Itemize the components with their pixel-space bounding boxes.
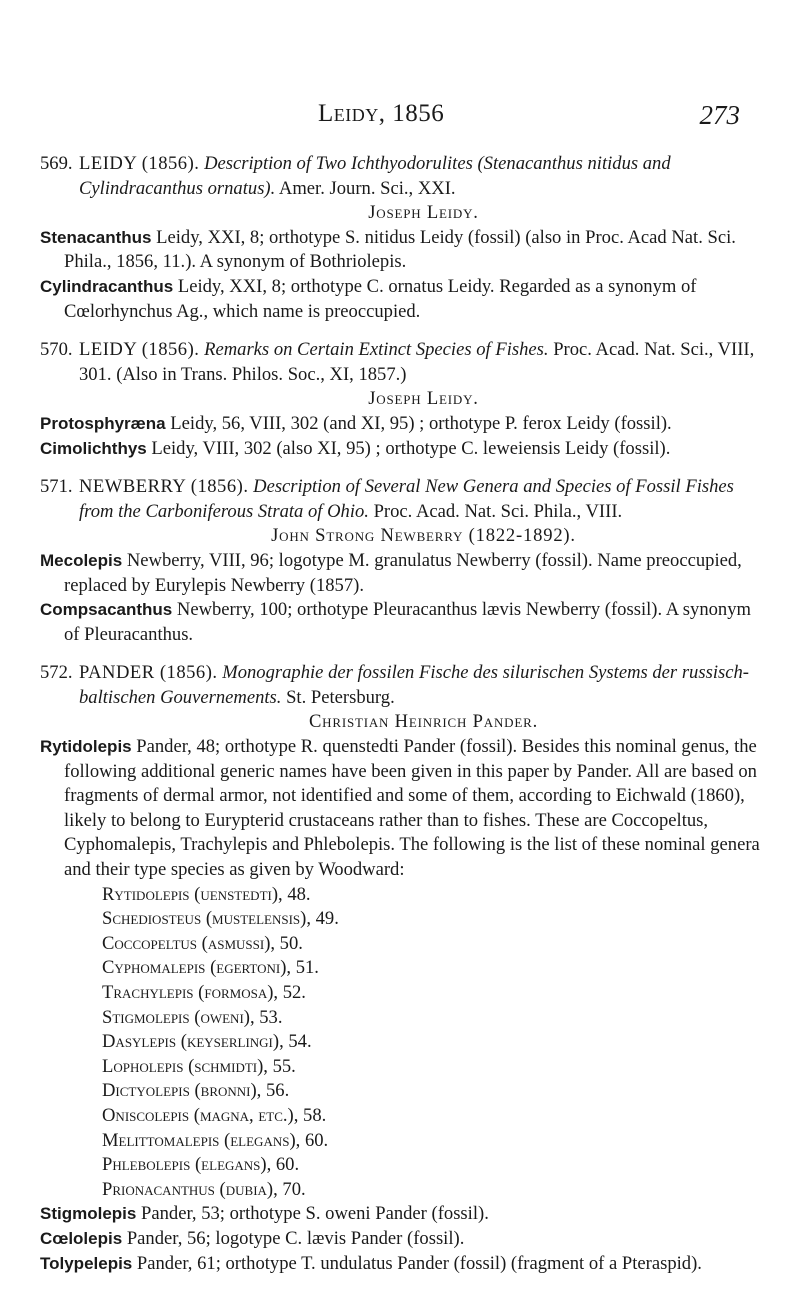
- entry-person: Christian Heinrich Pander.: [308, 711, 539, 733]
- page-number: 273: [699, 100, 740, 130]
- page-header: [0, 100, 800, 140]
- genus-entry: [40, 598, 768, 647]
- genus-entry: [40, 1202, 768, 1227]
- genus-text: Leidy, 56, VIII, 302 (and XI, 95) ; orthotype P. ferox Leidy (fossil).: [165, 412, 672, 434]
- list-item: Schediosteus (mustelensis), 49.: [102, 908, 339, 930]
- genus-entry: [40, 735, 768, 883]
- genus-text: Leidy, XXI, 8; orthotype C. ornatus Leidy. Regarded as a synonym of Cœlorhynchus Ag., which name is preoccupied.: [64, 275, 697, 322]
- genus-name: Stigmolepis: [40, 1204, 137, 1224]
- genus-text: Newberry, 100; orthotype Pleuracanthus lævis Newberry (fossil). A synonym of Pleuracanthus.: [64, 599, 751, 645]
- entry-title: Remarks on Certain Extinct Species of Fishes.: [204, 339, 549, 361]
- genus-text: Pander, 61; orthotype T. undulatus Pander (fossil) (fragment of a Pteraspid).: [132, 1252, 702, 1274]
- list-item: Coccopeltus (asmussi), 50.: [102, 932, 303, 954]
- entry-572: [40, 661, 768, 1276]
- genus-name: Cylindracanthus: [40, 276, 174, 296]
- genus-entry: [40, 437, 768, 462]
- entry-author: PANDER (1856).: [79, 662, 218, 684]
- genus-name: Mecolepis: [40, 550, 123, 570]
- entry-author: NEWBERRY (1856).: [79, 476, 249, 498]
- list-item: Phlebolepis (elegans), 60.: [102, 1154, 300, 1176]
- genus-name: Compsacanthus: [40, 600, 173, 620]
- genus-entry: [40, 412, 768, 437]
- list-item: Prionacanthus (dubia), 70.: [102, 1178, 306, 1200]
- list-item: Rytidolepis (uenstedti), 48.: [102, 883, 311, 905]
- genus-name: Tolypelepis: [40, 1253, 133, 1273]
- genus-text: Pander, 48; orthotype R. quenstedti Pander (fossil). Besides this nominal genus, the following additional generic names have been given in this paper by Pander. All are based on fragments of dermal armor, not identified and some of them, according to Eichwald (1860), likely to belong to Eurypterid crustaceans rather than to fishes. These are Coccopeltus, Cyphomalepis, Trachylepis and Phlebolepis. The following is the list of these nominal genera and their type species as given by Woodward:: [64, 736, 760, 881]
- entry-person: John Strong Newberry (1822-1892).: [271, 525, 576, 547]
- running-head: [318, 100, 444, 128]
- genus-text: Leidy, XXI, 8; orthotype S. nitidus Leidy (fossil) (also in Proc. Acad Nat. Sci. Phila., 1856, 11.). A synonym of Bothriolepis.: [64, 226, 736, 273]
- entry-title: Monographie der fossilen Fische des silurischen Systems der russisch-baltischen Gouvernements.: [79, 662, 749, 708]
- nominal-genera-list: [40, 883, 768, 1203]
- entry-570: [40, 338, 768, 461]
- running-head-year: , 1856: [378, 100, 445, 127]
- genus-text: Pander, 53; orthotype S. oweni Pander (fossil).: [136, 1203, 489, 1225]
- entry-citation: Proc. Acad. Nat. Sci. Phila., VIII.: [373, 500, 623, 522]
- genus-entry: [40, 275, 768, 324]
- list-item: Oniscolepis (magna, etc.), 58.: [102, 1104, 327, 1126]
- entry-author: LEIDY (1856).: [79, 153, 200, 174]
- genus-entry: [40, 1227, 768, 1252]
- list-item: Lopholepis (schmidti), 55.: [102, 1055, 296, 1077]
- entry-person: Joseph Leidy.: [368, 388, 479, 410]
- entry-heading: [40, 661, 768, 710]
- list-item: Dictyolepis (bronni), 56.: [102, 1080, 290, 1102]
- entry-571: [40, 475, 768, 647]
- entry-number: 571.: [40, 476, 73, 498]
- list-item: Cyphomalepis (egertoni), 51.: [102, 957, 319, 979]
- entry-citation: Proc. Acad. Nat. Sci., VIII, 301. (Also in Trans. Philos. Soc., XI, 1857.): [79, 339, 755, 385]
- entry-author: LEIDY (1856).: [79, 339, 200, 361]
- genus-entry: [40, 1252, 768, 1277]
- entry-number: 572.: [40, 662, 73, 684]
- entry-person: Joseph Leidy.: [368, 202, 479, 224]
- genus-entry: [40, 226, 768, 275]
- genus-text: Pander, 56; logotype C. lævis Pander (fossil).: [122, 1227, 465, 1249]
- entry-heading: [40, 152, 768, 201]
- entry-heading: [40, 475, 768, 524]
- list-item: Melittomalepis (elegans), 60.: [102, 1129, 329, 1151]
- list-item: Dasylepis (keyserlingi), 54.: [102, 1031, 312, 1053]
- entry-citation: Amer. Journ. Sci., XXI.: [278, 177, 456, 199]
- entry-title: Description of Several New Genera and Species of Fossil Fishes from the Carboniferous Strata of Ohio.: [79, 476, 734, 522]
- bibliography-content: [40, 152, 768, 1290]
- entry-number: 569.: [40, 153, 73, 174]
- genus-text: Leidy, VIII, 302 (also XI, 95) ; orthotype C. leweiensis Leidy (fossil).: [146, 437, 671, 459]
- genus-entry: [40, 549, 768, 598]
- entry-number: 570.: [40, 339, 73, 361]
- entry-citation: St. Petersburg.: [286, 686, 395, 708]
- genus-name: Cœlolepis: [40, 1228, 123, 1248]
- entry-569: [40, 152, 768, 324]
- running-head-name: Leidy: [318, 100, 379, 127]
- genus-name: Rytidolepis: [40, 737, 132, 757]
- genus-text: Newberry, VIII, 96; logotype M. granulatus Newberry (fossil). Name preoccupied, replaced by Eurylepis Newberry (1857).: [64, 549, 742, 596]
- genus-name: Stenacanthus: [40, 227, 152, 247]
- genus-name: Cimolichthys: [40, 438, 147, 458]
- entry-heading: [40, 338, 768, 387]
- list-item: Trachylepis (formosa), 52.: [102, 982, 306, 1003]
- list-item: Stigmolepis (oweni), 53.: [102, 1006, 283, 1028]
- genus-name: Protosphyræna: [40, 413, 166, 433]
- entry-title: Description of Two Ichthyodorulites (Stenacanthus nitidus and Cylindracanthus ornatus).: [79, 153, 671, 199]
